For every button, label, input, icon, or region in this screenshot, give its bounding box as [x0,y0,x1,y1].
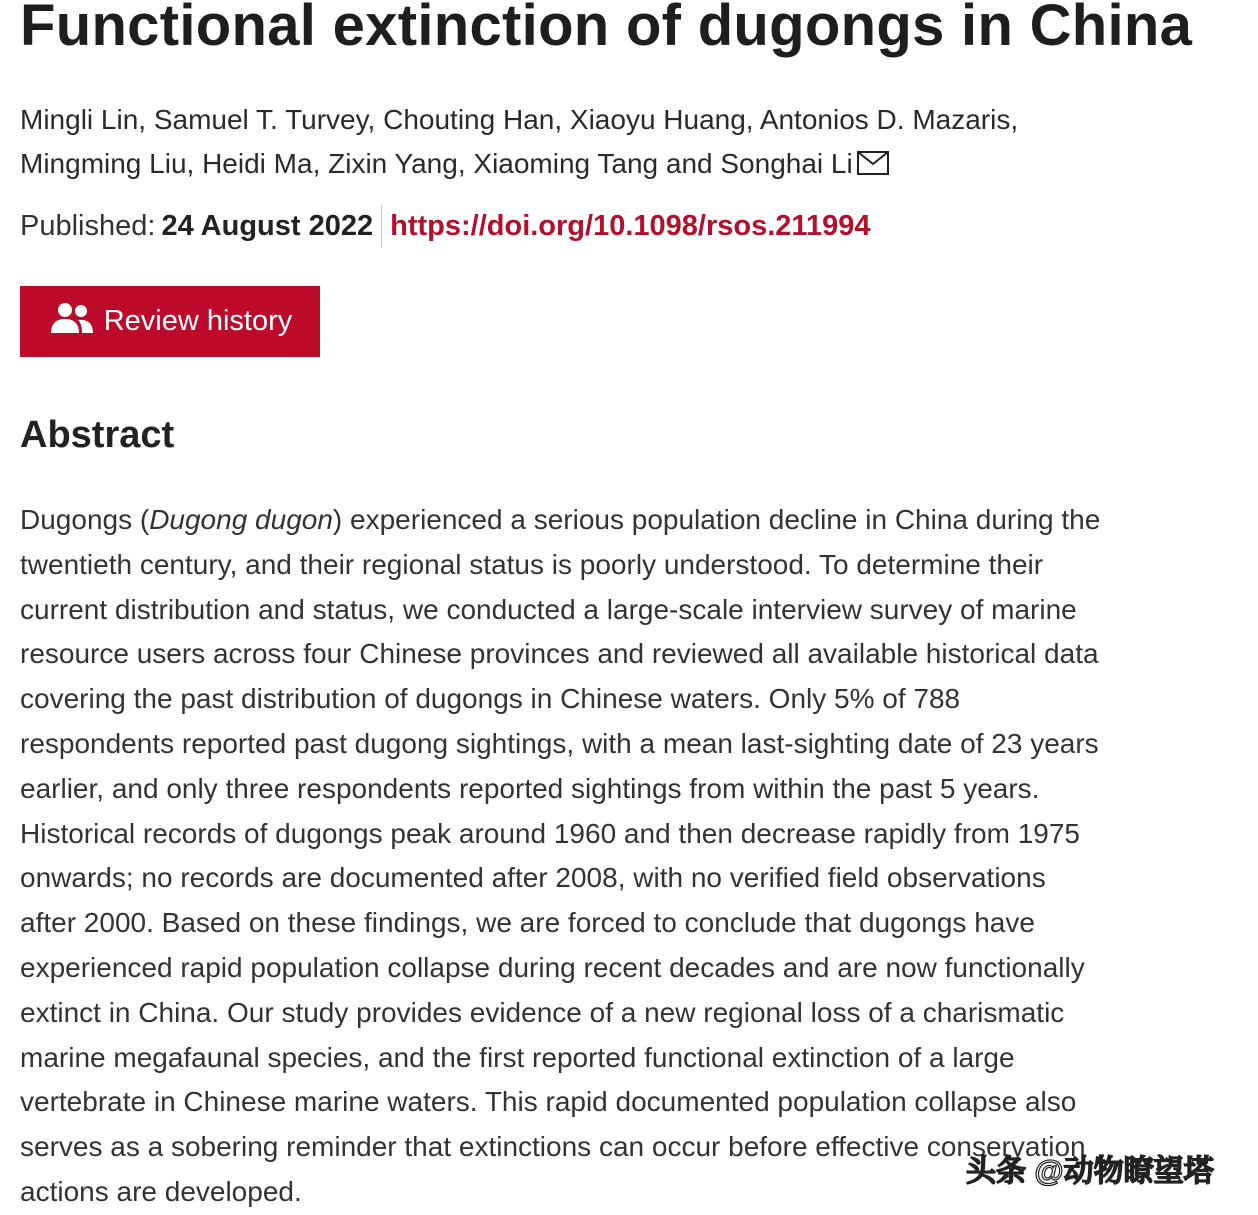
author-list [20,98,1018,188]
doi-link[interactable]: https://doi.org/10.1098/rsos.211994 [390,209,871,242]
abstract-line [20,498,1100,543]
abstract-line: twentieth century, and their regional status is poorly understood. To determine their [20,548,1044,580]
species-name: Dugong dugon [149,504,333,535]
email-icon[interactable] [857,144,889,188]
published-label: Published: [20,209,156,242]
abstract-line: respondents reported past dugong sightings, with a mean last-sighting date of 23 years [20,727,1099,759]
publication-info [20,204,870,248]
abstract-line: actions are developed. [20,1175,302,1207]
abstract-heading: Abstract [20,414,175,456]
abstract-line: after 2000. Based on these findings, we are forced to conclude that dugongs have [20,907,1035,939]
authors-line-2[interactable]: Mingming Liu, Heidi Ma, Zixin Yang, Xiaoming Tang and Songhai Li [20,148,853,179]
abstract-line: marine megafaunal species, and the first reported functional extinction of a large [20,1041,1015,1073]
review-history-label: Review history [103,305,293,337]
published-date: 24 August 2022 [161,209,374,242]
review-history-button[interactable] [20,286,320,357]
abstract-text-segment: ) experienced a serious population decline in China during the [332,504,1101,535]
abstract-line: experienced rapid population collapse during recent decades and are now functionally [20,951,1085,983]
abstract-line: covering the past distribution of dugongs in Chinese waters. Only 5% of 788 [20,683,961,715]
watermark: 头条 @动物瞭望塔 [966,1155,1214,1188]
abstract-line: serves as a sobering reminder that extinctions can occur before effective conservation [20,1131,1086,1163]
abstract-text-segment: Dugongs ( [20,504,150,535]
abstract-line: onwards; no records are documented after 2008, with no verified field observations [20,862,1046,894]
abstract-line: extinct in China. Our study provides evidence of a new regional loss of a charismatic [20,996,1065,1028]
abstract-line: vertebrate in Chinese marine waters. This rapid documented population collapse also [20,1086,1077,1118]
abstract-line: resource users across four Chinese provinces and reviewed all available historical data [20,638,1099,670]
abstract-line: Historical records of dugongs peak around 1960 and then decrease rapidly from 1975 [20,817,1080,849]
abstract-line: earlier, and only three respondents reported sightings from within the past 5 years. [20,772,1040,804]
people-icon [48,302,96,342]
article-title: Functional extinction of dugongs in China [20,0,1193,58]
abstract-line: current distribution and status, we conducted a large-scale interview survey of marine [20,593,1077,625]
abstract-text [20,498,1100,1215]
authors-line-1[interactable]: Mingli Lin, Samuel T. Turvey, Chouting Han, Xiaoyu Huang, Antonios D. Mazaris, [20,104,1019,135]
divider [381,204,382,248]
